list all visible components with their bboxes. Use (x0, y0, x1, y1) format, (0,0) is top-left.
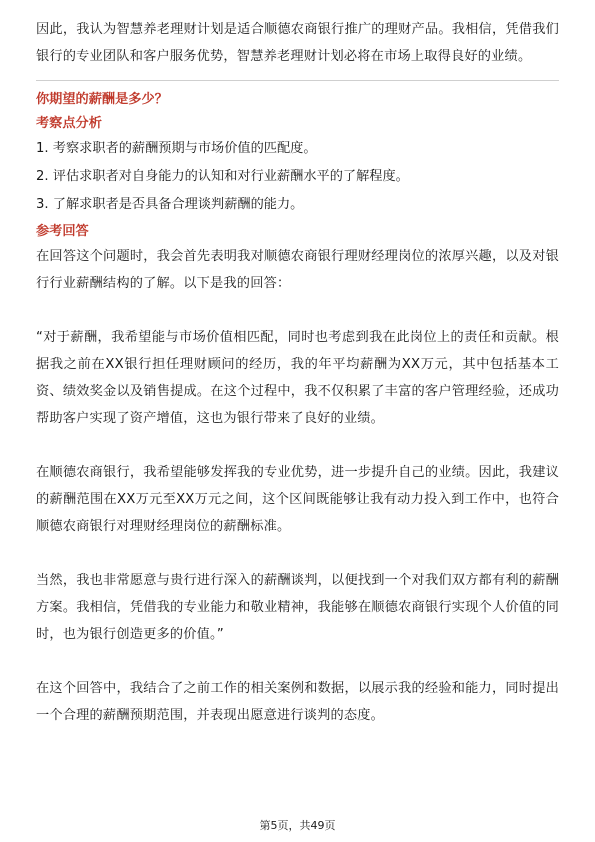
analysis-item-1: 1. 考察求职者的薪酬预期与市场价值的匹配度。 (36, 141, 317, 156)
document-page (36, 16, 559, 729)
answer-paragraph-3: 在顺德农商银行，我希望能够发挥我的专业优势，进一步提升自己的业绩。因此，我建议的薪酬范围在XX万元至XX万元之间，这个区间既能够让我有动力投入到工作中，也符合顺德农商银行对理财经理岗位的薪酬标准。 (36, 465, 559, 534)
answer-paragraph-2: “对于薪酬，我希望能与市场价值相匹配，同时也考虑到我在此岗位上的责任和贡献。根据我之前在XX银行担任理财顾问的经历，我的年平均薪酬为XX万元，其中包括基本工资、绩效奖金以及销售提成。在这个过程中，我不仅积累了丰富的客户管理经验，还成功帮助客户实现了资产增值，这也为银行带来了良好的业绩。 (36, 330, 559, 426)
answer-paragraph-4: 当然，我也非常愿意与贵行进行深入的薪酬谈判，以便找到一个对我们双方都有利的薪酬方案。我相信，凭借我的专业能力和敬业精神，我能够在顺德农商银行实现个人价值的同时，也为银行创造更多的价值。” (36, 573, 559, 642)
analysis-item-3: 3. 了解求职者是否具备合理谈判薪酬的能力。 (36, 197, 304, 212)
answer-paragraph-1: 在回答这个问题时，我会首先表明我对顺德农商银行理财经理岗位的浓厚兴趣，以及对银行行业薪酬结构的了解。以下是我的回答： (36, 249, 559, 291)
question-title: 你期望的薪酬是多少？ (36, 92, 168, 107)
intro-paragraph: 因此，我认为智慧养老理财计划是适合顺德农商银行推广的理财产品。我相信，凭借我们银行的专业团队和客户服务优势，智慧养老理财计划必将在市场上取得良好的业绩。 (36, 22, 559, 64)
answer-heading: 参考回答 (36, 224, 89, 239)
analysis-heading: 考察点分析 (36, 116, 102, 131)
page-number: 第5页，共49页 (259, 819, 336, 832)
analysis-item-2: 2. 评估求职者对自身能力的认知和对行业薪酬水平的了解程度。 (36, 169, 409, 184)
section-divider (36, 80, 559, 81)
answer-paragraph-5: 在这个回答中，我结合了之前工作的相关案例和数据，以展示我的经验和能力，同时提出一个合理的薪酬预期范围，并表现出愿意进行谈判的态度。 (36, 681, 559, 723)
